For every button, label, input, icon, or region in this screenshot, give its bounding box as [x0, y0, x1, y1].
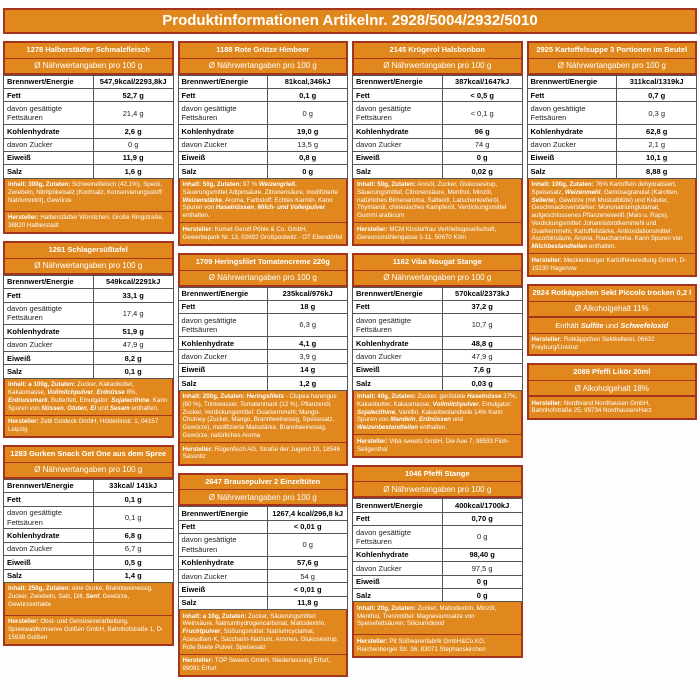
manufacturer-text: Hersteller: Pit Süßwarenfabrik GmbH&Co.KG, Reichenberger Str. 36, 83071 Stephanskirchen [354, 634, 521, 656]
nutrition-value: 1,2 g [268, 377, 348, 390]
nutrition-label: Fett [4, 89, 94, 102]
nutrition-label: Fett [353, 300, 443, 313]
nutrition-value: 0,1 g [93, 506, 173, 529]
info-box [352, 179, 523, 246]
nutrition-row [4, 569, 174, 582]
nutrition-table [3, 479, 174, 583]
nutrition-value: 0 g [442, 589, 522, 602]
nutrition-label: Kohlenhydrate [178, 556, 268, 569]
nutrition-table [527, 75, 698, 179]
nutrition-label: Fett [178, 520, 268, 533]
nutrition-value: 0,70 g [442, 512, 522, 525]
nutrition-label: Brennwert/Energie [4, 75, 94, 88]
nutrition-row [4, 479, 174, 492]
nutrition-row [353, 300, 523, 313]
nutrition-row [353, 575, 523, 588]
card-subheader: Ø Nährwertangaben pro 100 g [3, 58, 174, 75]
product-card [178, 473, 349, 678]
nutrition-label: Salz [4, 165, 94, 178]
nutrition-label: Salz [353, 165, 443, 178]
nutrition-label: Fett [178, 300, 268, 313]
manufacturer-text: Hersteller: Obst- und Gemüseverarbeitung, Spreewaldkonserve Golßen GmbH, Bahnhofstraße 1, D-15938 Golßen [5, 615, 172, 644]
nutrition-value: 0 g [268, 533, 348, 556]
card-subheader: Ø Nährwertangaben pro 100 g [3, 258, 174, 275]
nutrition-value: 311kcal/1319kJ [617, 75, 697, 88]
nutrition-value: 11,9 g [93, 151, 173, 164]
nutrition-label: Eiweiß [4, 151, 94, 164]
nutrition-label: Kohlenhydrate [178, 337, 268, 350]
nutrition-value: 549kcal/2291kJ [93, 275, 173, 288]
card-subheader: Ø Nährwertangaben pro 100 g [352, 270, 523, 287]
card-subheader: Ø Alkoholgehalt 11% [527, 301, 698, 318]
nutrition-label: Eiweiß [527, 151, 617, 164]
manufacturer-text: Hersteller: MCM Klosterfrau Vertriebsgesellschaft, Gereonsmühlengasse 1-11, 50670 Köln [354, 222, 521, 244]
nutrition-row [353, 314, 523, 337]
ingredients-text: Inhalt: 20g, Zutaten: Zucker, Maltodextrin, Minzöl, Menthol, Trennmittel: Magnesiumsalze von Speisefettsäuren; Siliciumdioxid [357, 604, 497, 628]
nutrition-row [4, 302, 174, 325]
nutrition-value: 0 g [442, 151, 522, 164]
manufacturer-text: Hersteller: Rügenfisch AG, Straße der Jugend 10, 18546 Sassnitz [180, 442, 347, 464]
nutrition-row [4, 338, 174, 351]
nutrition-table [3, 75, 174, 179]
nutrition-row [178, 377, 348, 390]
ingredients-text: Inhalt: 40g, Zutaten: Zucker, geröstete Haselnüsse 37%, Kakaobutter, Kakaomasse, Vollmilchpulver, Emulgator: Sojalecithine, Vanillin. Kakaobestandteile 14% Kann Spuren von Mandeln, Erdnüssen und Weizenbestandteilen enthalten. [357, 393, 518, 431]
nutrition-label: Kohlenhydrate [4, 125, 94, 138]
nutrition-row [4, 352, 174, 365]
nutrition-row [353, 89, 523, 102]
nutrition-table [178, 287, 349, 391]
nutrition-label: davon gesättigte Fettsäuren [178, 314, 268, 337]
nutrition-label: davon gesättigte Fettsäuren [353, 102, 443, 125]
manufacturer-text: Hersteller: Nordbrand Nordhausen GmbH, Bahnhofstraße 25, 99734 Nordhausen/Harz [531, 399, 652, 415]
nutrition-label: Fett [4, 493, 94, 506]
nutrition-row [353, 337, 523, 350]
nutrition-row [4, 542, 174, 555]
product-card [3, 41, 174, 234]
nutrition-value: 387kcal/1647kJ [442, 75, 522, 88]
nutrition-table [178, 506, 349, 610]
nutrition-label: Brennwert/Energie [178, 75, 268, 88]
manufacturer-text: Hersteller: Komet Gerolf Pöhle & Co. GmbH, Gewerbepark Nr. 13, 02692 Großpostwitz - OT Ebendörfel [180, 222, 347, 244]
nutrition-row [353, 499, 523, 512]
nutrition-row [178, 337, 348, 350]
nutrition-row [4, 89, 174, 102]
nutrition-row [353, 526, 523, 549]
nutrition-value: 14 g [268, 363, 348, 376]
nutrition-label: davon gesättigte Fettsäuren [353, 526, 443, 549]
nutrition-value: 57,6 g [268, 556, 348, 569]
info-box [3, 379, 174, 439]
page-title: Produktinformationen Artikelnr. 2928/5004/2932/5010 [3, 8, 697, 34]
nutrition-row [353, 562, 523, 575]
nutrition-value: 6,8 g [93, 529, 173, 542]
product-card [352, 41, 523, 246]
nutrition-label: Eiweiß [4, 352, 94, 365]
nutrition-value: 1,6 g [93, 165, 173, 178]
nutrition-label: Brennwert/Energie [178, 287, 268, 300]
nutrition-value: < 0,1 g [442, 102, 522, 125]
nutrition-value: 0,1 g [268, 89, 348, 102]
product-title: 1709 Heringsfilet Tomatencreme 220g [178, 253, 349, 272]
info-box [178, 610, 349, 677]
nutrition-value: 98,40 g [442, 548, 522, 561]
manufacturer-text: Hersteller: Viba sweets GmbH, Die Aue 7, 98593 Floh-Seligenthal [354, 434, 521, 456]
nutrition-table [352, 287, 523, 391]
nutrition-row [353, 589, 523, 602]
nutrition-value: 51,9 g [93, 325, 173, 338]
nutrition-row [527, 89, 697, 102]
nutrition-label: Eiweiß [353, 151, 443, 164]
product-title: 1283 Gurken Snack Get One aus dem Spree [3, 445, 174, 464]
nutrition-row [527, 151, 697, 164]
info-box [527, 179, 698, 277]
nutrition-value: 0,3 g [617, 102, 697, 125]
card-subheader: Ø Nährwertangaben pro 100 g [3, 462, 174, 479]
info-box [527, 397, 698, 420]
card-column [178, 41, 349, 677]
nutrition-value: 235kcal/976kJ [268, 287, 348, 300]
nutrition-label: Salz [353, 377, 443, 390]
nutrition-label: Fett [4, 289, 94, 302]
nutrition-value: 3,9 g [268, 350, 348, 363]
card-subheader: Ø Nährwertangaben pro 100 g [178, 489, 349, 506]
nutrition-value: < 0,5 g [442, 89, 522, 102]
nutrition-row [4, 493, 174, 506]
nutrition-value: 11,8 g [268, 596, 348, 609]
nutrition-row [4, 125, 174, 138]
nutrition-row [178, 570, 348, 583]
info-box [3, 583, 174, 646]
product-card [352, 253, 523, 458]
nutrition-label: Salz [353, 589, 443, 602]
nutrition-value: 10,1 g [617, 151, 697, 164]
nutrition-row [178, 151, 348, 164]
nutrition-label: davon gesättigte Fettsäuren [178, 102, 268, 125]
nutrition-label: davon Zucker [178, 138, 268, 151]
nutrition-label: davon Zucker [527, 138, 617, 151]
card-column [352, 41, 523, 658]
product-card [527, 41, 698, 277]
nutrition-row [178, 583, 348, 596]
nutrition-value: 10,7 g [442, 314, 522, 337]
nutrition-label: Brennwert/Energie [353, 287, 443, 300]
product-title: 2925 Kartoffelsuppe 3 Portionen im Beutel [527, 41, 698, 60]
nutrition-row [178, 75, 348, 88]
nutrition-row [178, 350, 348, 363]
nutrition-value: 0 g [268, 102, 348, 125]
nutrition-label: davon gesättigte Fettsäuren [527, 102, 617, 125]
nutrition-value: 0,03 g [442, 377, 522, 390]
nutrition-row [353, 138, 523, 151]
nutrition-label: Salz [527, 165, 617, 178]
nutrition-value: 0 g [268, 165, 348, 178]
nutrition-label: Kohlenhydrate [4, 529, 94, 542]
product-title: 1278 Halberstädter Schmalzfleisch [3, 41, 174, 60]
allergen-note: Enthält Sulfite und Schwefeloxid [555, 320, 669, 330]
product-title: 1261 Schlagersüßtafel [3, 241, 174, 260]
nutrition-row [527, 125, 697, 138]
product-card [527, 363, 698, 419]
nutrition-row [178, 520, 348, 533]
nutrition-label: davon gesättigte Fettsäuren [4, 302, 94, 325]
nutrition-value: 400kcal/1700kJ [442, 499, 522, 512]
nutrition-row [353, 75, 523, 88]
product-title: 1046 Pfeffi Stange [352, 465, 523, 484]
nutrition-value: 6,7 g [93, 542, 173, 555]
nutrition-value: 18 g [268, 300, 348, 313]
nutrition-row [4, 506, 174, 529]
nutrition-label: Fett [178, 89, 268, 102]
info-box [352, 391, 523, 458]
nutrition-value: 570kcal/2373kJ [442, 287, 522, 300]
card-column [3, 41, 174, 646]
nutrition-value: 0,1 g [93, 365, 173, 378]
nutrition-value: 37,2 g [442, 300, 522, 313]
info-box [178, 391, 349, 466]
nutrition-value: 0 g [442, 526, 522, 549]
nutrition-label: Brennwert/Energie [4, 275, 94, 288]
nutrition-label: davon Zucker [353, 350, 443, 363]
nutrition-value: 0,02 g [442, 165, 522, 178]
nutrition-label: Kohlenhydrate [353, 548, 443, 561]
nutrition-value: 8,2 g [93, 352, 173, 365]
nutrition-row [178, 287, 348, 300]
ingredients-text: Inhalt: 50g, Zutaten: 97 % Weizengrieß, Säuerungsmittel Adipinsäure, Zitronensäure, modifizierte Weizenstärke, Aroma, Farbstoff: Echtes Karmin. Kann Spuren von Haselnüssen, Milch- und Volleipulver enthalten. [182, 181, 338, 220]
nutrition-label: davon Zucker [4, 542, 94, 555]
nutrition-row [4, 365, 174, 378]
nutrition-label: Brennwert/Energie [178, 507, 268, 520]
product-card [527, 284, 698, 357]
nutrition-row [178, 138, 348, 151]
nutrition-label: Brennwert/Energie [353, 75, 443, 88]
nutrition-table [178, 75, 349, 179]
nutrition-value: 52,7 g [93, 89, 173, 102]
nutrition-label: Eiweiß [178, 151, 268, 164]
nutrition-row [178, 533, 348, 556]
product-title: 1162 Viba Nougat Stange [352, 253, 523, 272]
nutrition-label: davon Zucker [353, 562, 443, 575]
nutrition-label: Salz [4, 569, 94, 582]
product-card [178, 41, 349, 246]
info-box [178, 179, 349, 246]
nutrition-row [4, 138, 174, 151]
nutrition-label: davon gesättigte Fettsäuren [178, 533, 268, 556]
nutrition-row [178, 89, 348, 102]
card-columns [3, 41, 697, 677]
ingredients-text: Inhalt: 200g, Zutaten: Heringsfilets - Clupea harengus (60 %), Trinkwasser, Tomatenmark (12 %), Pflanzenöl, Zucker, Verdickungsmittel: Guarkernmehl; Mango-Chutney (Zucker, Mango, Branntweinessig, Speisesalz, Gewürze), modifizierte Maisstärke, Branntweinessig, Gewürze, natürliches Aroma [182, 393, 337, 439]
nutrition-value: 74 g [442, 138, 522, 151]
nutrition-row [4, 325, 174, 338]
nutrition-table [3, 275, 174, 379]
ingredients-text: Inhalt: 250g, Zutaten: eine Gurke, Branntweinessig, Zucker, Zwiebeln, Salz, Dill, Senf, Gewürze, Gewürzextrakte [8, 585, 153, 608]
nutrition-value: 48,8 g [442, 337, 522, 350]
nutrition-value: 4,1 g [268, 337, 348, 350]
nutrition-value: 1,4 g [93, 569, 173, 582]
nutrition-label: Fett [353, 89, 443, 102]
nutrition-table [352, 75, 523, 179]
nutrition-value: 96 g [442, 125, 522, 138]
ingredients-text: Inhalt: a 10g, Zutaten: Zucker, Säuerungsmittel: Weinsäure, Natriumhydrogencarbonat, Maltodextrin, Fruchtpulver, Süßungsmittel: Natriumcyclamat, Acesulfam-K, Saccharin-Natrium, Aromen, Glukosesirup, Rote Beete Pulver, Speisesalz [182, 612, 339, 651]
nutrition-label: Kohlenhydrate [527, 125, 617, 138]
nutrition-label: Brennwert/Energie [527, 75, 617, 88]
nutrition-value: 2,6 g [93, 125, 173, 138]
nutrition-label: davon gesättigte Fettsäuren [4, 506, 94, 529]
nutrition-value: 8,88 g [617, 165, 697, 178]
nutrition-value: 33,1 g [93, 289, 173, 302]
nutrition-label: Salz [178, 596, 268, 609]
nutrition-row [353, 287, 523, 300]
manufacturer-text: Hersteller: Zetti Goldeck GmbH, Hölderlinstr. 1, 04157 Leipzig [5, 415, 172, 437]
nutrition-label: Eiweiß [178, 583, 268, 596]
nutrition-label: Kohlenhydrate [178, 125, 268, 138]
nutrition-value: 0 g [442, 575, 522, 588]
info-box [352, 602, 523, 658]
nutrition-row [178, 300, 348, 313]
nutrition-value: 81kcal,346kJ [268, 75, 348, 88]
card-subheader: Ø Nährwertangaben pro 100 g [352, 481, 523, 498]
nutrition-value: 62,8 g [617, 125, 697, 138]
nutrition-row [4, 556, 174, 569]
nutrition-row [353, 125, 523, 138]
manufacturer-text: Hersteller: Mecklenburger Kartoffelveredlung GmbH, D-19230 Hagenow [529, 253, 696, 275]
nutrition-row [353, 363, 523, 376]
nutrition-label: Brennwert/Energie [4, 479, 94, 492]
nutrition-value: 0,5 g [93, 556, 173, 569]
card-subheader: Ø Alkoholgehalt 18% [527, 380, 698, 397]
nutrition-row [353, 512, 523, 525]
nutrition-row [353, 102, 523, 125]
ingredients-text: Inhalt: a 100g, Zutaten: Zucker, Kakaobutter, Kakaomasse, Vollmilchpulver, Erdnüsse 8%, Erdnussmark, Butterfett, Emulgator: Sojalecithine. Kann Spuren von Nüssen, Gluten, Ei und Sesam enthalten. [8, 381, 168, 412]
card-column [527, 41, 698, 420]
product-card [3, 241, 174, 438]
product-title: 1188 Rote Grütze Himbeer [178, 41, 349, 60]
nutrition-value: 21,4 g [93, 102, 173, 125]
nutrition-value: 54 g [268, 570, 348, 583]
nutrition-row [353, 548, 523, 561]
nutrition-value: 0,1 g [93, 493, 173, 506]
manufacturer-text: Hersteller: TOP Sweets GmbH, Niederlassung Erfurt, 99091 Erfurt [180, 654, 347, 676]
nutrition-label: Kohlenhydrate [353, 337, 443, 350]
nutrition-value: 0,7 g [617, 89, 697, 102]
card-subheader: Ø Nährwertangaben pro 100 g [178, 58, 349, 75]
manufacturer-text: Hersteller: Rotkäppchen Sektkellerei, 06632 Freyburg/Unstrut [529, 333, 696, 355]
info-box [527, 318, 698, 357]
nutrition-row [178, 596, 348, 609]
nutrition-row [4, 165, 174, 178]
nutrition-row [178, 556, 348, 569]
nutrition-value: 47,9 g [442, 350, 522, 363]
nutrition-row [178, 314, 348, 337]
nutrition-row [353, 377, 523, 390]
nutrition-label: Salz [178, 377, 268, 390]
product-title: 2647 Brausepulver 2 Einzeltüten [178, 473, 349, 492]
ingredients-text: Inhalt: 300g, Zutaten: Schweinefleisch (42,1%), Speck, Zwiebeln, Nitritpökelsalz (Kochsalz, Konservierungsstoff: Natriumnitrit), Gewürze [8, 181, 164, 204]
card-subheader: Ø Nährwertangaben pro 100 g [178, 270, 349, 287]
card-subheader: Ø Nährwertangaben pro 100 g [352, 58, 523, 75]
nutrition-label: Kohlenhydrate [4, 325, 94, 338]
nutrition-value: 547,9kcal/2293,8kJ [93, 75, 173, 88]
nutrition-row [353, 350, 523, 363]
nutrition-value: 33kcal/ 141kJ [93, 479, 173, 492]
nutrition-label: davon Zucker [4, 138, 94, 151]
nutrition-row [4, 289, 174, 302]
nutrition-row [178, 165, 348, 178]
nutrition-value: 0,8 g [268, 151, 348, 164]
nutrition-label: davon gesättigte Fettsäuren [4, 102, 94, 125]
nutrition-label: Salz [4, 365, 94, 378]
nutrition-label: davon Zucker [353, 138, 443, 151]
nutrition-label: davon Zucker [178, 570, 268, 583]
nutrition-row [4, 275, 174, 288]
nutrition-row [178, 102, 348, 125]
manufacturer-text: Hersteller: Halberstädter Würstchen, Große Ringstraße, 38820 Halberstadt [5, 211, 172, 233]
nutrition-row [4, 529, 174, 542]
nutrition-label: davon Zucker [178, 350, 268, 363]
nutrition-table [352, 498, 523, 602]
nutrition-row [4, 75, 174, 88]
nutrition-value: 97,5 g [442, 562, 522, 575]
nutrition-row [527, 102, 697, 125]
product-title: 2145 Krügerol Halsbonbon [352, 41, 523, 60]
nutrition-row [178, 507, 348, 520]
nutrition-row [353, 165, 523, 178]
product-title: 2089 Pfeffi Likör 20ml [527, 363, 698, 382]
product-title: 2924 Rotkäppchen Sekt Piccolo trocken 0,2 l [527, 284, 698, 303]
nutrition-value: 6,3 g [268, 314, 348, 337]
info-box [3, 179, 174, 235]
nutrition-value: 1267,4 kcal/296,8 kJ [268, 507, 348, 520]
nutrition-value: 13,5 g [268, 138, 348, 151]
card-subheader: Ø Nährwertangaben pro 100 g [527, 58, 698, 75]
nutrition-label: Fett [353, 512, 443, 525]
nutrition-label: davon gesättigte Fettsäuren [353, 314, 443, 337]
nutrition-label: Eiweiß [353, 575, 443, 588]
nutrition-row [178, 363, 348, 376]
nutrition-row [527, 165, 697, 178]
nutrition-value: < 0,01 g [268, 520, 348, 533]
nutrition-value: 2,1 g [617, 138, 697, 151]
ingredients-text: Inhalt: 50g, Zutaten: Anisöl, Zucker, Glukosesirup, Säuerungsmittel, Citronensäure, Menthol, Minzöl, natürliches Birnenaroma, Salbeiöl, Latschenkieferöl, Thymianöl, chinesisches Kampferöl, Verdickungsmittel Gummi arabicum [357, 181, 507, 220]
nutrition-value: < 0,01 g [268, 583, 348, 596]
nutrition-label: Kohlenhydrate [353, 125, 443, 138]
nutrition-row [4, 102, 174, 125]
nutrition-value: 47,9 g [93, 338, 173, 351]
nutrition-row [353, 151, 523, 164]
nutrition-row [527, 75, 697, 88]
ingredients-text: Inhalt: 100g, Zutaten: 76% Kartoffeln dehydratisiert, Speisesalz, Weizenmehl, Gemüsegranulat (Karotten, Sellerie), Gewürze (mit Muskatblüte) und Kräuter, Geschmacksverstärker: Mononatriumglutamat, aufgeschlossenes Pflanzeneiweiß (Mais u. Raps), Verdickungsmittel: Johannisbrotkernmehl und Guarkernmehl, Kartoffelstärke, Antioxidationsmittel: Ascorbinsäure, Aroma, Raucharoma. Kann Spuren von Milchbestandteilen enthalten. [531, 181, 683, 251]
nutrition-value: 17,4 g [93, 302, 173, 325]
nutrition-value: 19,0 g [268, 125, 348, 138]
nutrition-row [4, 151, 174, 164]
product-card [178, 253, 349, 466]
nutrition-row [527, 138, 697, 151]
nutrition-label: Brennwert/Energie [353, 499, 443, 512]
nutrition-row [178, 125, 348, 138]
nutrition-value: 0 g [93, 138, 173, 151]
nutrition-label: Fett [527, 89, 617, 102]
nutrition-label: Eiweiß [178, 363, 268, 376]
product-card [3, 445, 174, 646]
nutrition-label: Salz [178, 165, 268, 178]
nutrition-value: 7,6 g [442, 363, 522, 376]
nutrition-label: Eiweiß [353, 363, 443, 376]
product-card [352, 465, 523, 658]
nutrition-label: Eiweiß [4, 556, 94, 569]
nutrition-label: davon Zucker [4, 338, 94, 351]
